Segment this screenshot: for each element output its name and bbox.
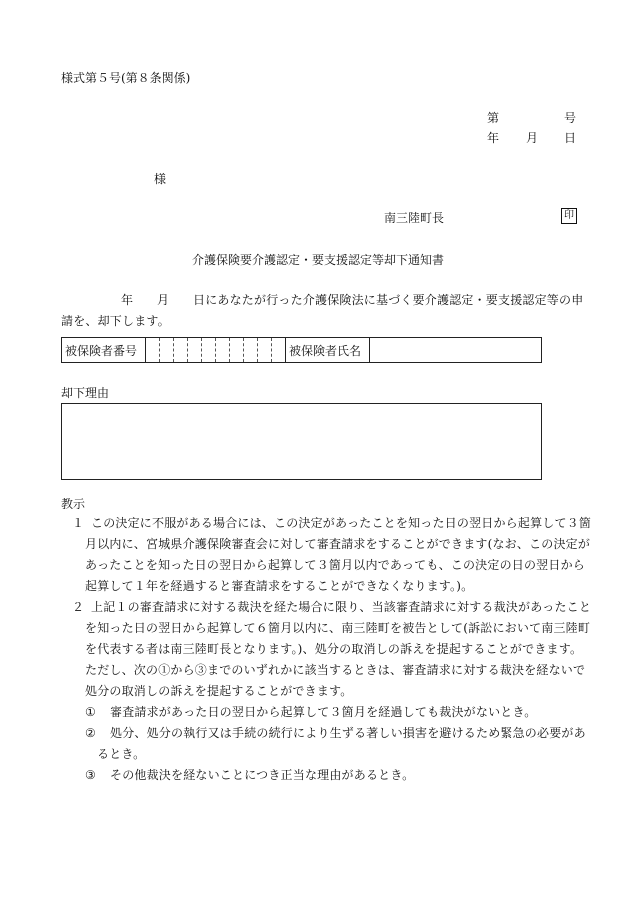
insured-number-digit[interactable] <box>146 338 160 363</box>
insured-number-digit[interactable] <box>230 338 244 363</box>
seal-mark: 印 <box>561 208 577 224</box>
body-year: 年 <box>121 293 134 307</box>
insured-number-digit[interactable] <box>244 338 258 363</box>
item2-number: ２ <box>72 600 85 614</box>
item2-line2: を知った日の翌日から起算して６箇月以内に、南三陸町を被告として(訴訟において南三陸町 <box>85 621 591 635</box>
item1-line4: 起算して１年を経過すると審査請求をすることができなくなります。)。 <box>85 579 474 593</box>
insured-number-digit[interactable] <box>216 338 230 363</box>
item2-line5: 処分の取消しの訴えを提起することができます。 <box>85 684 353 698</box>
item1-line2: 月以内に、宮城県介護保険審査会に対して審査請求をすることができます(なお、この決定が <box>85 537 591 551</box>
document-title: 介護保険要介護認定・要支援認定等却下通知書 <box>192 253 445 267</box>
insured-number-digit[interactable] <box>272 338 286 363</box>
sub1-number: ① <box>85 705 96 719</box>
insured-number-digit[interactable] <box>174 338 188 363</box>
sub2-number: ② <box>85 726 96 740</box>
doc-no-suffix: 号 <box>564 111 577 125</box>
date-year: 年 <box>487 131 500 145</box>
sub3-number: ③ <box>85 768 96 782</box>
insured-info-table <box>61 337 542 363</box>
body-month: 月 <box>157 293 170 307</box>
insured-number-digit[interactable] <box>202 338 216 363</box>
body-line2: 請を、却下します。 <box>61 314 170 328</box>
form-number: 様式第５号(第８条関係) <box>61 71 191 85</box>
body-line1: 日にあなたが行った介護保険法に基づく要介護認定・要支援認定等の申 <box>193 293 584 307</box>
sub1-text: 審査請求があった日の翌日から起算して３箇月を経過しても裁決がないとき。 <box>110 705 537 719</box>
doc-no-prefix: 第 <box>487 111 500 125</box>
reason-label: 却下理由 <box>61 386 110 400</box>
sub2-line2: るとき。 <box>97 747 146 761</box>
reason-box[interactable] <box>61 403 542 480</box>
issuer-name: 南三陸町長 <box>384 211 445 225</box>
insured-number-digit[interactable] <box>160 338 174 363</box>
date-month: 月 <box>526 131 539 145</box>
addressee-honorific: 様 <box>154 172 167 186</box>
sub3-text: その他裁決を経ないことにつき正当な理由があるとき。 <box>110 768 415 782</box>
item1-line1: この決定に不服がある場合には、この決定があったことを知った日の翌日から起算して３箇 <box>91 516 592 530</box>
item2-line1: 上記１の審査請求に対する裁決を経た場合に限り、当該審査請求に対する裁決があったこと <box>91 600 592 614</box>
item2-line4: ただし、次の①から③までのいずれかに該当するときは、審査請求に対する裁決を経ないで <box>85 663 586 677</box>
item1-number: １ <box>72 516 85 530</box>
sub2-line1: 処分、処分の執行又は手続の続行により生ずる著しい損害を避けるため緊急の必要があ <box>110 726 586 740</box>
insured-name-label: 被保険者氏名 <box>286 338 370 363</box>
insured-name-field[interactable] <box>370 338 542 363</box>
item1-line3: あったことを知った日の翌日から起算して３箇月以内であっても、この決定の日の翌日から <box>85 558 585 572</box>
insured-number-digit[interactable] <box>188 338 202 363</box>
insured-number-digit[interactable] <box>258 338 272 363</box>
date-day: 日 <box>564 131 577 145</box>
insured-number-label: 被保険者番号 <box>62 338 146 363</box>
instruction-heading: 教示 <box>61 497 86 511</box>
item2-line3: を代表する者は南三陸町長となります。)、処分の取消しの訴えを提起することができます。 <box>85 642 583 656</box>
